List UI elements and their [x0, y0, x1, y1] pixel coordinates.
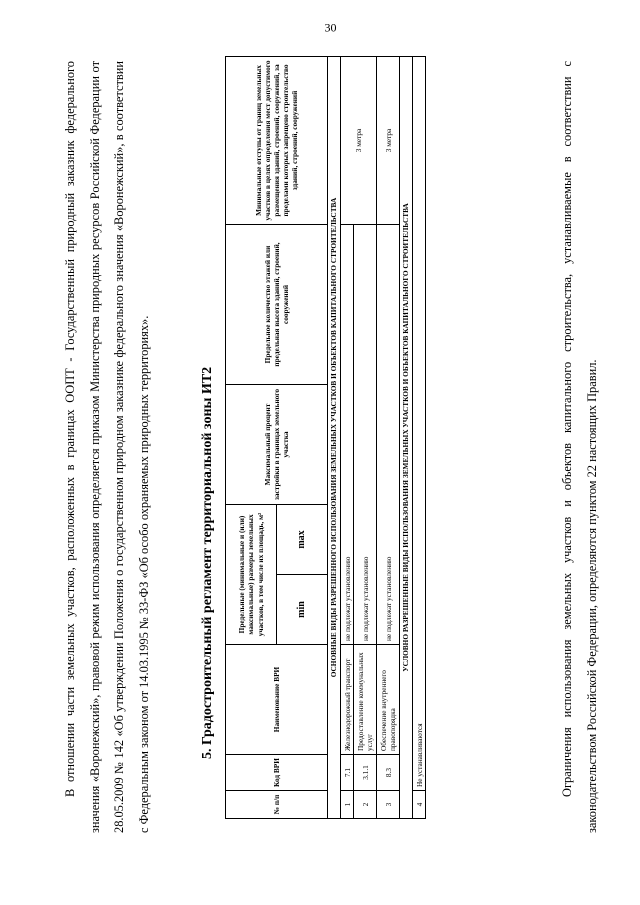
row-num: 3	[377, 791, 400, 819]
restrictions-paragraph: Ограничения использования земельных участков и объектов капитального строительства, устанавливаемые в соответствии с законодательством Российской Федерации, определяются пунктом 22 настоящих Правил.	[560, 61, 599, 833]
header-sizes: Предельные (минимальные и (или) максимальные) размеры земельных участков, в том числе их площадь, м²	[226, 504, 277, 644]
section-main-label: ОСНОВНЫЕ ВИДЫ РАЗРЕШЕННОГО ИСПОЛЬЗОВАНИЯ ЗЕМЕЛЬНЫХ УЧАСТКОВ И ОБЪЕКТОВ КАПИТАЛЬНОГО СТРОИТЕЛЬСТВА	[328, 56, 341, 818]
intro-paragraph: В отношении части земельных участков, расположенных в границах ООПТ - Государственный природный заказник федерального значения «Воронежский», правовой режим использования определяется приказом Министерства природных ресурсов Российской Федерации от 28.05.2009 № 142 «Об утверждении Положения о государственном природном заказнике федерального значения «Воронежский», в соответствии с Федеральным законом от 14.03.1995 № 33-ФЗ «Об особо охраняемых природных территориях».	[63, 61, 151, 833]
row-sizes: не подлежат установлению	[341, 224, 354, 644]
header-num: № п/п	[226, 791, 328, 819]
header-percent: Максимальный процент застройки в границах земельного участка	[226, 384, 328, 504]
header-setbacks: Минимальные отступы от границ земельных участков в целях определения мест допустимого размещения зданий, строений, сооружений, за пределами которых запрещено строительство зданий, строений, сооружений	[226, 56, 328, 224]
section-row-conditional	[400, 56, 413, 818]
header-name: Наименование ВРИ	[226, 645, 328, 755]
row-code: 3.1.1	[354, 755, 377, 791]
row-name: Предоставление коммунальных услуг	[354, 645, 377, 755]
page-number: 30	[324, 20, 337, 35]
row-num: 2	[354, 791, 377, 819]
row-num: 1	[341, 791, 354, 819]
header-min: min	[277, 575, 328, 645]
header-floors: Предельное количество этажей или предельная высота зданий, строений, сооружений	[226, 224, 328, 384]
row-setback: 3 метра	[341, 56, 377, 224]
row-code: 7.1	[341, 755, 354, 791]
row-num: 4	[413, 791, 426, 819]
row-sizes: не подлежат установлению	[377, 224, 400, 644]
header-max: max	[277, 504, 328, 574]
regulation-table	[225, 56, 426, 819]
row-setback: 3 метра	[377, 56, 400, 224]
table-row	[413, 56, 426, 818]
section-row-main	[328, 56, 341, 818]
table-row	[341, 56, 354, 818]
row-text: Не устанавливаются	[413, 56, 426, 790]
row-name: Обеспечение внутреннего правопорядка	[377, 645, 400, 755]
section-title: 5. Градостроительный регламент территориальной зоны ИТ2	[200, 366, 215, 759]
row-name: Железнодорожный транспорт	[341, 645, 354, 755]
section-conditional-label: УСЛОВНО РАЗРЕШЕННЫЕ ВИДЫ ИСПОЛЬЗОВАНИЯ ЗЕМЕЛЬНЫХ УЧАСТКОВ И ОБЪЕКТОВ КАПИТАЛЬНОГО СТРОИТЕЛЬСТВА	[400, 56, 413, 818]
row-sizes: не подлежат установлению	[354, 224, 377, 644]
row-code: 8.3	[377, 755, 400, 791]
header-code: Код ВРИ	[226, 755, 328, 791]
table-header-row	[226, 56, 277, 818]
table-row	[377, 56, 400, 818]
